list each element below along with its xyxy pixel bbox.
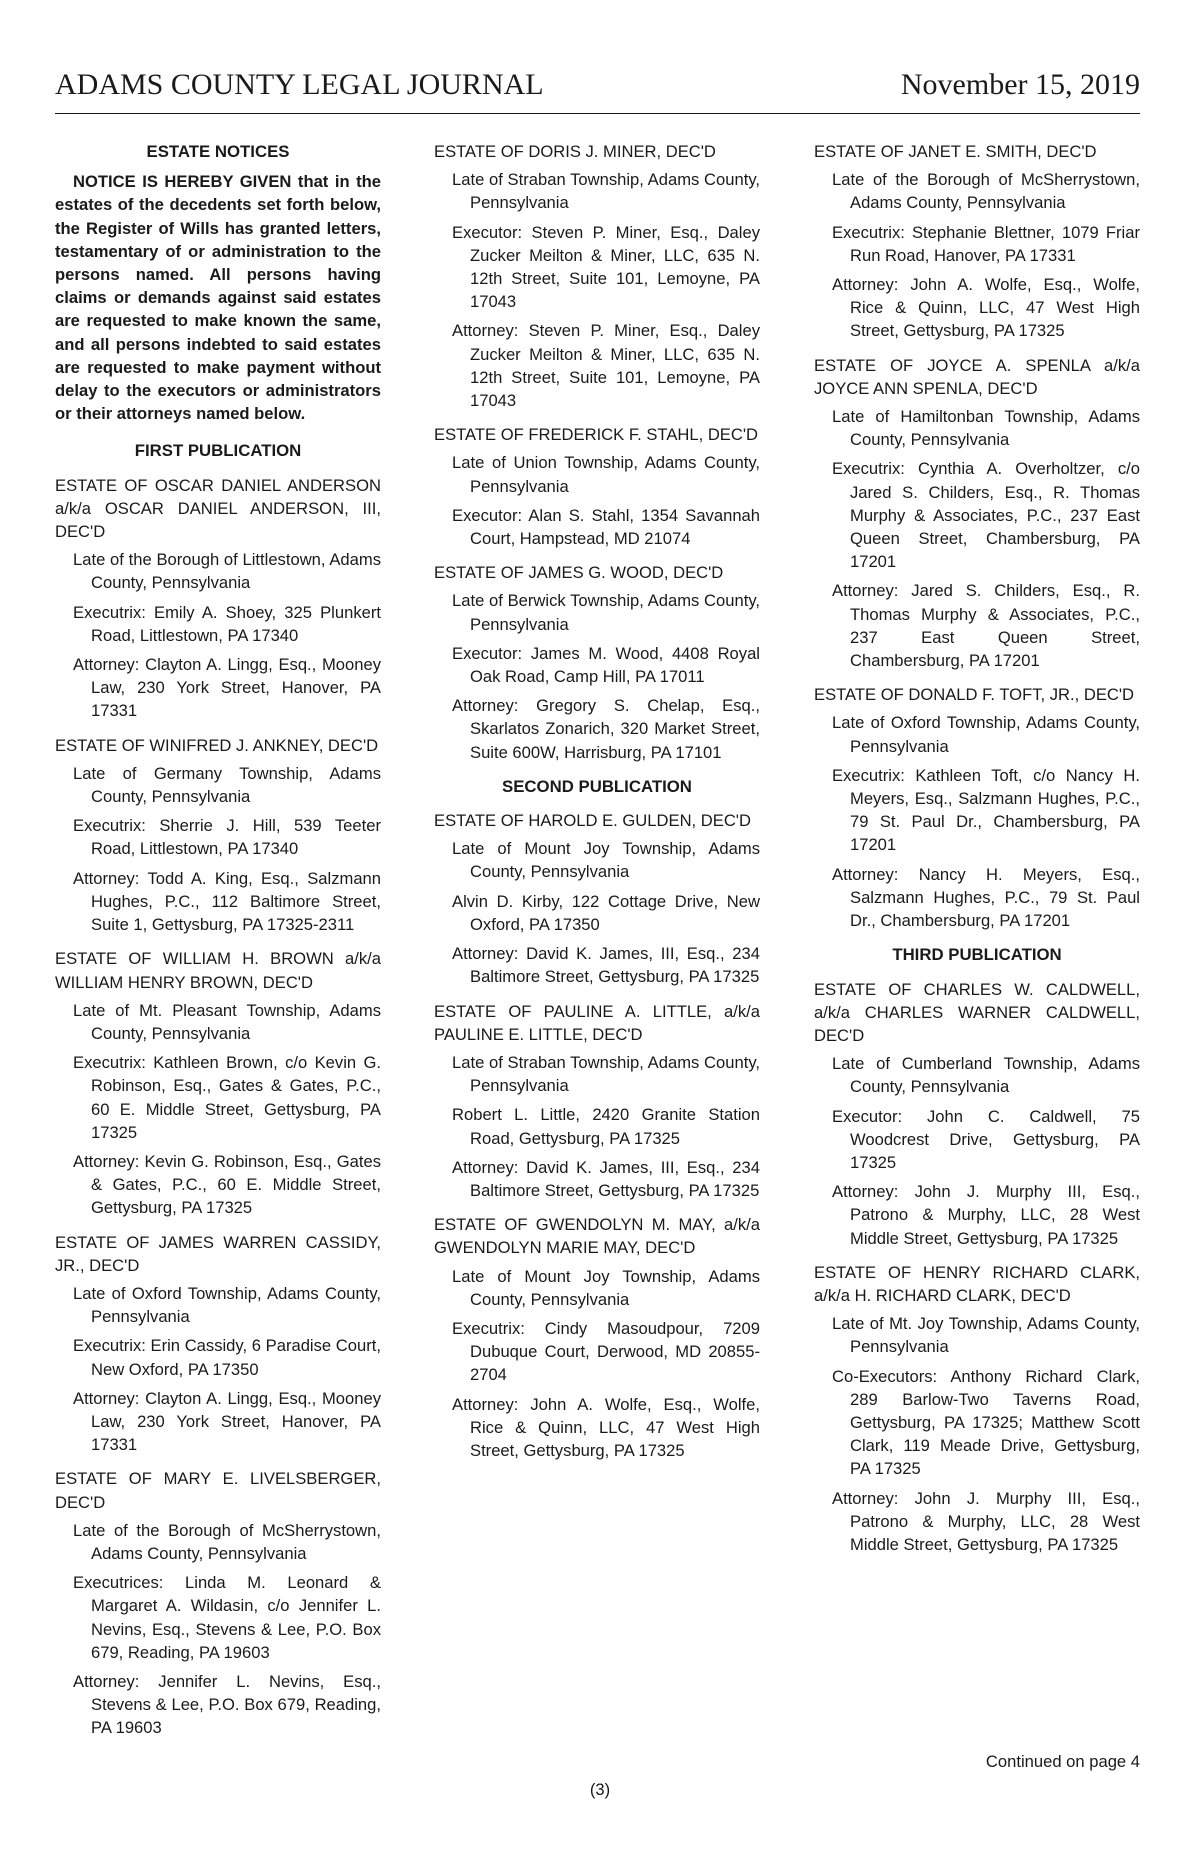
estate-attorney: Attorney: Clayton A. Lingg, Esq., Mooney Law, 230 York Street, Hanover, PA 17331 (73, 655, 381, 721)
estate-notice (434, 809, 760, 988)
estate-notice (434, 423, 760, 550)
estate-title: ESTATE OF DONALD F. TOFT, JR., DEC'D (814, 685, 1135, 705)
estate-title: ESTATE OF PAULINE A. LITTLE, a/k/a PAULINE E. LITTLE, DEC'D (434, 1001, 760, 1044)
header-rule (55, 113, 1140, 114)
estate-executor: Executrix: Cynthia A. Overholtzer, c/o Jared S. Childers, Esq., R. Thomas Murphy & Associates, P.C., 237 East Queen Street, Chambersburg, PA 17201 (832, 459, 1140, 572)
estate-executor: Executrix: Cindy Masoudpour, 7209 Dubuque Court, Derwood, MD 20855-2704 (452, 1318, 760, 1385)
estate-notice (814, 978, 1140, 1250)
estate-executor: Executrix: Erin Cassidy, 6 Paradise Court, New Oxford, PA 17350 (73, 1336, 381, 1379)
estate-notice (814, 683, 1140, 932)
estate-residence: Late of Mt. Pleasant Township, Adams County, Pennsylvania (73, 1000, 381, 1043)
estate-notice (814, 140, 1140, 343)
estate-residence: Late of the Borough of Littlestown, Adams County, Pennsylvania (73, 550, 381, 593)
estate-attorney: Attorney: Nancy H. Meyers, Esq., Salzmann Hughes, P.C., 79 St. Paul Dr., Chambersburg, PA 17201 (832, 864, 1140, 931)
second-publication-heading: SECOND PUBLICATION (502, 776, 692, 796)
estate-residence: Late of the Borough of McSherrystown, Adams County, Pennsylvania (73, 1520, 381, 1563)
estate-executor: Executor: Alan S. Stahl, 1354 Savannah Court, Hampstead, MD 21074 (452, 505, 760, 549)
continued-note: Continued on page 4 (985, 1752, 1140, 1771)
estate-title: ESTATE OF FREDERICK F. STAHL, DEC'D (434, 425, 759, 445)
estate-executor: Executor: John C. Caldwell, 75 Woodcrest Drive, Gettysburg, PA 17325 (832, 1106, 1140, 1172)
estate-residence: Late of Union Township, Adams County, Pennsylvania (452, 453, 760, 496)
estate-residence: Late of the Borough of McSherrystown, Adams County, Pennsylvania (832, 170, 1140, 213)
estate-attorney: Attorney: Clayton A. Lingg, Esq., Mooney Law, 230 York Street, Hanover, PA 17331 (73, 1388, 381, 1455)
issue-date: November 15, 2019 (900, 68, 1140, 101)
estate-residence: Late of Germany Township, Adams County, Pennsylvania (73, 763, 381, 807)
estate-notice (55, 1231, 381, 1457)
estate-title: ESTATE OF JANET E. SMITH, DEC'D (814, 142, 1097, 161)
estate-notice (434, 1000, 760, 1203)
estate-title: ESTATE OF MARY E. LIVELSBERGER, DEC'D (55, 1469, 381, 1512)
estate-executor: Executrix: Kathleen Brown, c/o Kevin G. Robinson, Esq., Gates & Gates, P.C., 60 E. Middle Street, Gettysburg, PA 17325 (73, 1053, 381, 1142)
column-3 (814, 140, 1140, 1567)
estate-residence: Late of Mount Joy Township, Adams County, Pennsylvania (452, 1266, 760, 1309)
estate-attorney: Attorney: Todd A. King, Esq., Salzmann Hughes, P.C., 112 Baltimore Street, Suite 1, Gettysburg, PA 17325-2311 (73, 868, 381, 935)
estate-executor: Robert L. Little, 2420 Granite Station Road, Gettysburg, PA 17325 (452, 1105, 760, 1148)
estate-title: ESTATE OF CHARLES W. CALDWELL, a/k/a CHARLES WARNER CALDWELL, DEC'D (814, 979, 1140, 1045)
first-publication-heading: FIRST PUBLICATION (134, 441, 302, 461)
estate-notice (814, 1261, 1140, 1556)
estate-title: ESTATE OF HENRY RICHARD CLARK, a/k/a H. RICHARD CLARK, DEC'D (814, 1262, 1140, 1305)
estate-residence: Late of Cumberland Township, Adams County, Pennsylvania (832, 1054, 1140, 1097)
estate-attorney: Attorney: Steven P. Miner, Esq., Daley Zucker Meilton & Miner, LLC, 635 N. 12th Street, Suite 101, Lemoyne, PA 17043 (452, 321, 760, 411)
estate-notice (55, 947, 381, 1219)
estate-residence: Late of Oxford Township, Adams County, Pennsylvania (73, 1283, 381, 1327)
estate-attorney: Attorney: John A. Wolfe, Esq., Wolfe, Rice & Quinn, LLC, 47 West High Street, Gettysburg, PA 17325 (832, 275, 1140, 341)
estate-executor: Executrix: Kathleen Toft, c/o Nancy H. Meyers, Esq., Salzmann Hughes, P.C., 79 St. Paul Dr., Chambersburg, PA 17201 (832, 765, 1140, 855)
estate-residence: Late of Mount Joy Township, Adams County, Pennsylvania (452, 839, 760, 882)
estate-residence: Late of Hamiltonban Township, Adams County, Pennsylvania (832, 407, 1140, 450)
estate-notice (434, 140, 760, 412)
estate-executor: Executrix: Sherrie J. Hill, 539 Teeter Road, Littlestown, PA 17340 (73, 816, 381, 859)
estate-attorney: Attorney: Kevin G. Robinson, Esq., Gates & Gates, P.C., 60 E. Middle Street, Gettysburg, PA 17325 (73, 1151, 381, 1218)
estate-title: ESTATE OF WINIFRED J. ANKNEY, DEC'D (55, 735, 379, 755)
estate-residence: Late of Oxford Township, Adams County, Pennsylvania (832, 713, 1140, 756)
estate-residence: Late of Berwick Township, Adams County, Pennsylvania (452, 591, 760, 634)
estate-executor: Executrices: Linda M. Leonard & Margaret A. Wildasin, c/o Jennifer L. Nevins, Esq., Stevens & Lee, P.O. Box 679, Reading, PA 19603 (73, 1573, 381, 1662)
column-2 (434, 140, 760, 1473)
page-number: (3) (589, 1780, 611, 1799)
estate-residence: Late of Straban Township, Adams County, Pennsylvania (452, 1052, 760, 1096)
estate-attorney: Attorney: John J. Murphy III, Esq., Patrono & Murphy, LLC, 28 West Middle Street, Gettysburg, PA 17325 (832, 1182, 1140, 1248)
estate-title: ESTATE OF HAROLD E. GULDEN, DEC'D (434, 811, 751, 831)
estate-executor: Alvin D. Kirby, 122 Cottage Drive, New Oxford, PA 17350 (452, 891, 760, 934)
estate-title: ESTATE OF DORIS J. MINER, DEC'D (434, 142, 716, 161)
estate-residence: Late of Mt. Joy Township, Adams County, Pennsylvania (832, 1314, 1140, 1357)
estate-title: ESTATE OF WILLIAM H. BROWN a/k/a WILLIAM HENRY BROWN, DEC'D (55, 949, 381, 992)
masthead (55, 68, 1140, 108)
estate-attorney: Attorney: John J. Murphy III, Esq., Patrono & Murphy, LLC, 28 West Middle Street, Gettysburg, PA 17325 (832, 1488, 1140, 1554)
estate-notice (55, 474, 381, 723)
estate-attorney: Attorney: Jared S. Childers, Esq., R. Thomas Murphy & Associates, P.C., 237 East Queen Street, Chambersburg, PA 17201 (832, 581, 1140, 671)
journal-title: ADAMS COUNTY LEGAL JOURNAL (55, 68, 544, 101)
estate-executor: Executrix: Stephanie Blettner, 1079 Friar Run Road, Hanover, PA 17331 (832, 222, 1140, 265)
estate-executor: Executrix: Emily A. Shoey, 325 Plunkert Road, Littlestown, PA 17340 (73, 602, 381, 645)
third-publication-heading: THIRD PUBLICATION (892, 945, 1062, 965)
estate-title: ESTATE OF JAMES G. WOOD, DEC'D (434, 563, 724, 583)
estate-attorney: Attorney: Gregory S. Chelap, Esq., Skarlatos Zonarich, 320 Market Street, Suite 600W, Harrisburg, PA 17101 (452, 696, 760, 762)
estate-notice (55, 734, 381, 937)
estate-notice (434, 1213, 760, 1462)
section-heading: ESTATE NOTICES (146, 142, 290, 161)
estate-title: ESTATE OF JOYCE A. SPENLA a/k/a JOYCE ANN SPENLA, DEC'D (814, 355, 1140, 398)
estate-title: ESTATE OF OSCAR DANIEL ANDERSON a/k/a OSCAR DANIEL ANDERSON, III, DEC'D (55, 475, 381, 542)
estate-notice (55, 1467, 381, 1739)
estate-executor: Executor: Steven P. Miner, Esq., Daley Zucker Meilton & Miner, LLC, 635 N. 12th Street, Suite 101, Lemoyne, PA 17043 (452, 222, 760, 312)
estate-attorney: Attorney: David K. James, III, Esq., 234 Baltimore Street, Gettysburg, PA 17325 (452, 1157, 760, 1200)
notice-paragraph: NOTICE IS HEREBY GIVEN that in the estates of the decedents set forth below, the Register of Wills has granted letters, testamentary of or administration to the persons named. All persons having claims or demands against said estates are requested to make known the same, and all persons indebted to said estates are requested to make payment without delay to the executors or administrators or their attorneys named below. (55, 172, 381, 424)
estate-executor: Co-Executors: Anthony Richard Clark, 289 Barlow-Two Taverns Road, Gettysburg, PA 17325; Matthew Scott Clark, 119 Meade Drive, Gettysburg, PA 17325 (832, 1366, 1140, 1479)
estate-notice (814, 354, 1140, 673)
estate-residence: Late of Straban Township, Adams County, Pennsylvania (452, 170, 760, 213)
estate-attorney: Attorney: David K. James, III, Esq., 234 Baltimore Street, Gettysburg, PA 17325 (452, 944, 760, 987)
estate-attorney: Attorney: John A. Wolfe, Esq., Wolfe, Rice & Quinn, LLC, 47 West High Street, Gettysburg, PA 17325 (452, 1394, 760, 1460)
estate-title: ESTATE OF GWENDOLYN M. MAY, a/k/a GWENDOLYN MARIE MAY, DEC'D (434, 1215, 760, 1258)
estate-attorney: Attorney: Jennifer L. Nevins, Esq., Stevens & Lee, P.O. Box 679, Reading, PA 19603 (73, 1671, 381, 1738)
estate-notice (434, 561, 760, 764)
column-1 (55, 140, 381, 1751)
estate-executor: Executor: James M. Wood, 4408 Royal Oak Road, Camp Hill, PA 17011 (452, 643, 760, 687)
estate-title: ESTATE OF JAMES WARREN CASSIDY, JR., DEC'D (55, 1232, 381, 1275)
